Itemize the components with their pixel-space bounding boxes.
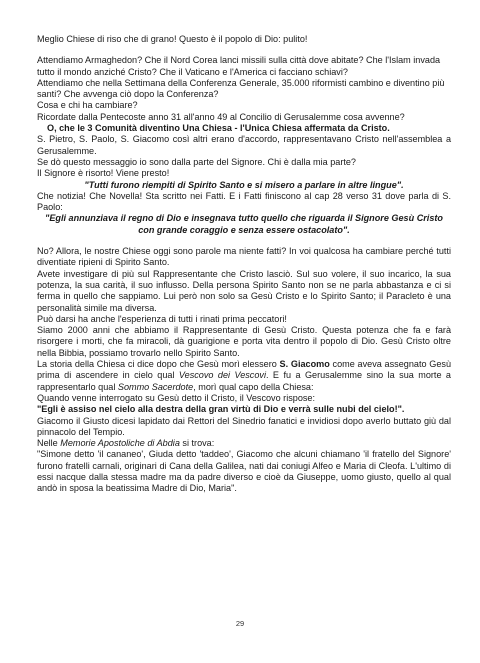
- paragraph-gap: [37, 236, 451, 246]
- bold-quote: "Egli è assiso nel cielo alla destra della gran virtù di Dio e verrà sulle nubi del cielo!".: [37, 404, 405, 415]
- text-run: , morì qual capo della Chiesa:: [193, 381, 314, 392]
- paragraph: Cosa e chi ha cambiare?: [37, 100, 138, 111]
- paragraph: Il Signore è risorto! Viene presto!: [37, 168, 170, 179]
- text-run: come aveva assegnato Gesù prima di ascendere in cielo qual: [37, 359, 452, 381]
- text-run: La storia della Chiesa ci dice dopo che Gesù morì elessero: [37, 359, 280, 370]
- paragraph: Ricordate dalla Pentecoste anno 31 all'anno 49 al Concilio di Gerusalemme cosa avvenne?: [37, 111, 405, 122]
- paragraph: "Simone detto 'il cananeo', Giuda detto 'taddeo', Giacomo che alcuni chiamano 'il fratello del Signore' furono fratelli carnali, originari di Cana della Galilea, nati dai coniugi Alfeo e Maria di Cleofa. L'ultimo di essi nacque dalla stessa madre ma da padre diverso e cioè da Giuseppe, uomo giusto, quello al qual andò in sposa la beatissima Madre di Dio, Maria".: [37, 449, 451, 494]
- paragraph: Quando venne interrogato su Gesù detto il Cristo, il Vescovo rispose:: [37, 392, 316, 403]
- text-run: . E fu a Gerusalemme sino la sua morte a rappresentarlo qual: [37, 370, 451, 392]
- paragraph: Giacomo il Giusto dicesi lapidato dai Rettori del Sinedrio fanatici e invidiosi dopo averlo buttato giù dal pinnacolo del Tempio.: [37, 415, 451, 437]
- bold-name: S. Giacomo: [279, 359, 330, 370]
- paragraph: Avete investigare di più sul Rappresentante che Cristo lasciò. Sul suo volere, il suo incarico, la sua potenza, la sua carità, il suo influsso. Della persona Spirito Santo non se ne parla abbastanza e ci si ferma in quello che sappiamo. Lui però non solo sa Gesù Cristo e lo Spirito Santo; il Paracleto è una personalità simile ma diversa.: [37, 268, 451, 313]
- paragraph: Meglio Chiese di riso che di grano! Questo è il popolo di Dio: pulito!: [37, 34, 308, 44]
- paragraph: No? Allora, le nostre Chiese oggi sono parole ma niente fatti? In voi qualcosa ha cambiare perché tutti diventiate ripieni di Spirito Santo.: [37, 246, 451, 268]
- text-run: si trova:: [179, 438, 215, 449]
- paragraph: [37, 359, 451, 393]
- paragraph-gap: [37, 45, 451, 55]
- paragraph: S. Pietro, S. Paolo, S. Giacomo così altri erano d'accordo, rappresentavano Cristo nell'assemblea a Gerusalemme.: [37, 134, 451, 156]
- page-number: 29: [235, 619, 245, 628]
- paragraph: [37, 438, 451, 449]
- text-run: Nelle: [37, 438, 61, 449]
- paragraph: Può darsi ha anche l'esperienza di tutti i rinati prima peccatori!: [37, 313, 287, 324]
- paragraph: Attendiamo Armaghedon? Che il Nord Corea lanci missili sulla città dove abitate? Che l'Islam invada tutto il mondo anziché Cristo? Che il Vaticano e l'America ci facciano schiavi?: [37, 55, 441, 77]
- document-page: [37, 34, 451, 495]
- paragraph: Siamo 2000 anni che abbiamo il Rappresentante di Gesù Cristo. Questa potenza che fa e farà risorgere i morti, che fa miracoli, dà guarigione e porta vita dentro il popolo di Dio. Gesù Cristo oltre nella Bibbia, possiamo trovarlo nello Spirito Santo.: [37, 325, 451, 358]
- paragraph: Attendiamo che nella Settimana della Conferenza Generale, 35.000 riformisti cambino e diventino più santi? Che avvenga ciò dopo la Conferenza?: [37, 77, 445, 100]
- scripture-quote: "Tutti furono riempiti di Spirito Santo e si misero a parlare in altre lingue".: [84, 179, 404, 190]
- italic-title: Sommo Sacerdote: [117, 381, 194, 392]
- italic-title: Memorie Apostoliche di Abdia: [60, 438, 180, 449]
- scripture-quote: "Egli annunziava il regno di Dio e insegnava tutto quello che riguarda il Signore Gesù Cristo con grande coraggio e senza essere ostacolato".: [45, 213, 443, 235]
- paragraph: Che notizia! Che Novella! Sta scritto nei Fatti. E i Fatti finiscono al cap 28 verso 31 dove parla di S. Paolo:: [37, 190, 451, 213]
- bold-statement: O, che le 3 Comunità diventino Una Chiesa - l'Unica Chiesa affermata da Cristo.: [47, 123, 390, 134]
- paragraph: Se dò questo messaggio io sono dalla parte del Signore. Chi è dalla mia parte?: [37, 156, 356, 167]
- italic-title: Vescovo dei Vescovi: [178, 370, 266, 381]
